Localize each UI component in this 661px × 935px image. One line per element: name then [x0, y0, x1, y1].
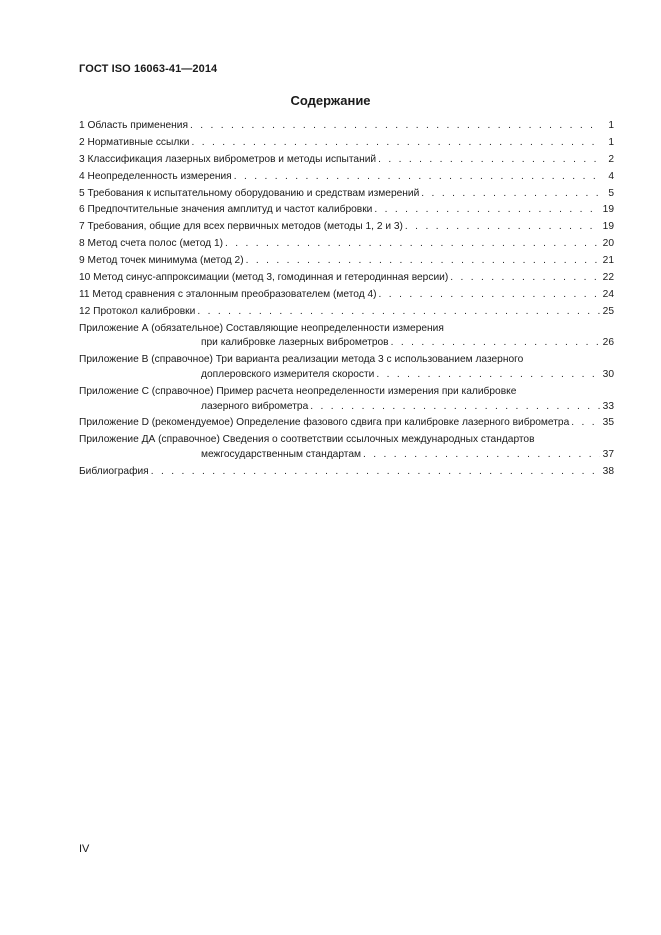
toc-entry-line	[79, 448, 614, 463]
toc-entry-line	[79, 288, 614, 303]
toc-entry-line	[79, 237, 614, 252]
toc-leader-dots	[379, 288, 600, 303]
toc-leader-dots	[405, 220, 600, 235]
toc-entry-title: 9 Метод точек минимума (метод 2)	[79, 255, 244, 267]
toc-leader-dots	[450, 271, 600, 286]
toc-entry-title: доплеровского измерителя скорости	[201, 368, 375, 380]
toc-entry[interactable]	[79, 288, 614, 303]
toc-entry[interactable]	[79, 187, 614, 202]
toc-entry-title: 7 Требования, общие для всех первичных методов (методы 1, 2 и 3)	[79, 221, 403, 233]
toc-entry-line	[79, 353, 614, 368]
toc-entry-page: 24	[602, 288, 614, 300]
toc-entry[interactable]	[79, 416, 614, 431]
toc-leader-dots	[571, 416, 600, 431]
toc-entry[interactable]	[79, 305, 614, 320]
toc-entry[interactable]	[79, 136, 614, 151]
toc-entry-title: 12 Протокол калибровки	[79, 305, 196, 317]
toc-entry[interactable]	[79, 203, 614, 218]
toc-entry-line	[79, 385, 614, 400]
toc-entry-title: Приложение А (обязательное) Составляющие неопределенности измерения	[79, 322, 444, 334]
toc-entry-title: Библиография	[79, 465, 149, 477]
toc-entry-title: 6 Предпочтительные значения амплитуд и частот калибровки	[79, 204, 373, 216]
toc-leader-dots	[391, 336, 600, 351]
toc-entry-line	[79, 305, 614, 320]
toc-entry-title: 1 Область применения	[79, 120, 188, 131]
toc-entry-line	[79, 322, 614, 337]
toc-entry-page: 35	[602, 417, 614, 429]
toc-entry-title: 10 Метод синус-аппроксимации (метод 3, гомодинная и гетеродинная версии)	[79, 272, 449, 284]
toc-entry[interactable]	[79, 353, 614, 382]
table-of-contents	[79, 119, 614, 482]
toc-entry[interactable]	[79, 170, 614, 185]
toc-entry-title: Приложение ДА (справочное) Сведения о соответствии ссылочных международных стандартов	[79, 434, 535, 446]
toc-entry-page: 26	[602, 337, 614, 349]
toc-entry-title: 4 Неопределенность измерения	[79, 170, 232, 182]
toc-entry-page: 25	[602, 305, 614, 317]
toc-leader-dots	[376, 368, 600, 383]
toc-entry[interactable]	[79, 119, 614, 134]
toc-entry-title: 5 Требования к испытательному оборудованию и средствам измерений	[79, 187, 420, 199]
toc-leader-dots	[197, 305, 600, 320]
toc-entry-page: 1	[608, 120, 614, 131]
toc-entry-title: лазерного виброметра	[201, 400, 309, 412]
toc-leader-dots	[191, 136, 600, 151]
toc-entry-line	[79, 220, 614, 235]
toc-entry-line	[79, 153, 614, 168]
toc-entry[interactable]	[79, 465, 614, 480]
toc-entry-line	[79, 433, 614, 448]
toc-entry-page: 4	[608, 170, 614, 182]
toc-leader-dots	[234, 170, 600, 185]
toc-leader-dots	[374, 203, 600, 218]
toc-leader-dots	[225, 237, 600, 252]
toc-entry[interactable]	[79, 385, 614, 414]
toc-entry[interactable]	[79, 153, 614, 168]
page-number: IV	[79, 843, 90, 855]
toc-entry-page: 5	[608, 187, 614, 199]
toc-entry-page: 33	[602, 400, 614, 412]
toc-entry-line	[79, 254, 614, 269]
toc-entry-line	[79, 400, 614, 415]
toc-entry-page: 19	[602, 221, 614, 233]
toc-leader-dots	[421, 187, 600, 202]
toc-entry[interactable]	[79, 322, 614, 351]
toc-leader-dots	[363, 448, 600, 463]
toc-entry-page: 37	[602, 449, 614, 461]
toc-entry-line	[79, 368, 614, 383]
toc-title: Содержание	[290, 93, 371, 108]
toc-leader-dots	[190, 119, 600, 134]
toc-entry-title: Приложение В (справочное) Три варианта реализации метода 3 с использованием лазерного	[79, 354, 524, 366]
toc-entry-line	[79, 119, 614, 134]
toc-entry-line	[79, 170, 614, 185]
toc-entry-line	[79, 336, 614, 351]
toc-leader-dots	[310, 400, 600, 415]
toc-entry[interactable]	[79, 433, 614, 462]
toc-entry-page: 2	[608, 153, 614, 165]
toc-entry-page: 22	[602, 272, 614, 284]
toc-leader-dots	[378, 153, 600, 168]
toc-entry-page: 21	[602, 255, 614, 267]
toc-entry-page: 19	[602, 204, 614, 216]
toc-entry-page: 38	[602, 465, 614, 477]
toc-entry-title: 11 Метод сравнения с эталонным преобразователем (метод 4)	[79, 288, 377, 300]
toc-entry[interactable]	[79, 254, 614, 269]
toc-entry[interactable]	[79, 220, 614, 235]
toc-entry-title: 3 Классификация лазерных виброметров и методы испытаний	[79, 153, 377, 165]
toc-leader-dots	[246, 254, 600, 269]
toc-entry-title: при калибровке лазерных виброметров	[201, 337, 389, 349]
toc-entry-page: 1	[608, 136, 614, 148]
toc-entry-page: 30	[602, 368, 614, 380]
toc-leader-dots	[151, 465, 600, 480]
toc-entry[interactable]	[79, 271, 614, 286]
toc-entry-title: 2 Нормативные ссылки	[79, 136, 190, 148]
document-code: ГОСТ ISO 16063-41—2014	[79, 63, 218, 75]
toc-entry[interactable]	[79, 237, 614, 252]
toc-entry-title: межгосударственным стандартам	[201, 449, 361, 461]
toc-entry-line	[79, 136, 614, 151]
toc-entry-page: 20	[602, 238, 614, 250]
toc-entry-line	[79, 203, 614, 218]
toc-entry-title: Приложение D (рекомендуемое) Определение фазового сдвига при калибровке лазерного виброметра	[79, 417, 570, 429]
toc-entry-line	[79, 187, 614, 202]
toc-entry-line	[79, 416, 614, 431]
toc-entry-title: 8 Метод счета полос (метод 1)	[79, 238, 224, 250]
toc-entry-title: Приложение С (справочное) Пример расчета неопределенности измерения при калибровке	[79, 385, 517, 397]
toc-entry-line	[79, 271, 614, 286]
toc-entry-line	[79, 465, 614, 480]
